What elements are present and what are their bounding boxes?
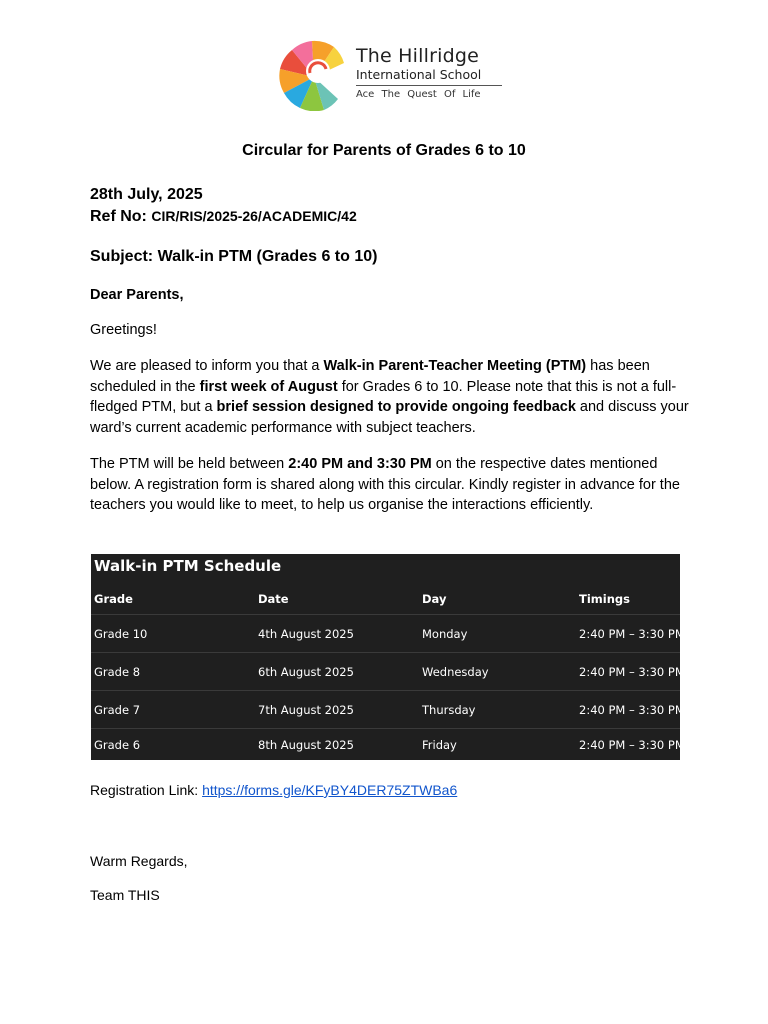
logo-divider <box>356 85 502 86</box>
circular-title: Circular for Parents of Grades 6 to 10 <box>242 142 526 159</box>
cell-date: 6th August 2025 <box>258 665 354 679</box>
text-segment: has been scheduled in the <box>90 358 650 395</box>
column-header: Date <box>258 592 289 606</box>
school-logo-icon <box>276 37 350 111</box>
text-segment: We are pleased to inform you that a <box>90 358 324 374</box>
greeting: Greetings! <box>90 322 157 338</box>
cell-date: 7th August 2025 <box>258 703 354 717</box>
ref-value: CIR/RIS/2025-26/ACADEMIC/42 <box>151 208 357 224</box>
registration-line <box>90 781 690 799</box>
cell-grade: Grade 10 <box>94 627 148 641</box>
cell-day: Wednesday <box>422 665 489 679</box>
cell-day: Thursday <box>422 703 476 717</box>
cell-day: Friday <box>422 738 457 752</box>
cell-day: Monday <box>422 627 468 641</box>
table-row <box>91 728 685 761</box>
reference-number <box>90 206 690 227</box>
cell-timings: 2:40 PM – 3:30 PM <box>579 665 685 679</box>
subject-line: Subject: Walk-in PTM (Grades 6 to 10) <box>90 248 378 265</box>
registration-link[interactable]: https://forms.gle/KFyBY4DER75ZTWBa6 <box>202 782 458 798</box>
school-logo <box>276 37 516 113</box>
signature-team: Team THIS <box>90 887 160 903</box>
schedule-title: Walk-in PTM Schedule <box>94 557 282 575</box>
cell-grade: Grade 7 <box>94 703 141 717</box>
text-segment: for Grades 6 to 10. Please note that this is not a full-fledged PTM, but a <box>90 378 677 415</box>
cell-timings: 2:40 PM – 3:30 PM <box>579 738 685 752</box>
circular-date: 28th July, 2025 <box>90 186 203 203</box>
cell-grade: Grade 6 <box>94 738 141 752</box>
registration-label: Registration Link: <box>90 782 203 798</box>
school-tagline: Ace The Quest Of Life <box>356 89 481 100</box>
text-segment: on the respective dates mentioned below. A registration form is shared along with this circular. Kindly register in advance for the teachers you would like to meet, to help us organise the interactions efficiently. <box>90 456 680 513</box>
column-header: Grade <box>94 592 133 606</box>
table-row <box>91 652 685 691</box>
logo-text <box>356 45 502 101</box>
cell-date: 4th August 2025 <box>258 627 354 641</box>
closing-regards: Warm Regards, <box>90 853 188 869</box>
school-name: The Hillridge <box>356 45 480 67</box>
cell-timings: 2:40 PM – 3:30 PM <box>579 627 685 641</box>
bold-segment: first week of August <box>199 378 338 395</box>
cell-timings: 2:40 PM – 3:30 PM <box>579 703 685 717</box>
column-header: Timings <box>579 592 630 606</box>
ptm-schedule-table <box>91 554 685 760</box>
table-header-row <box>91 584 680 614</box>
table-row <box>91 614 685 653</box>
text-segment: and discuss your ward’s current academic performance with subject teachers. <box>90 399 689 436</box>
bold-segment: 2:40 PM and 3:30 PM <box>288 456 432 472</box>
intro-paragraph <box>90 356 690 438</box>
bold-segment: brief session designed to provide ongoing feedback <box>216 399 576 415</box>
school-subname: International School <box>356 67 482 82</box>
cell-grade: Grade 8 <box>94 665 141 679</box>
timing-paragraph <box>90 454 690 516</box>
table-row <box>91 690 685 729</box>
column-header: Day <box>422 592 447 606</box>
bold-segment: Walk-in Parent-Teacher Meeting (PTM) <box>323 358 587 374</box>
salutation: Dear Parents, <box>90 287 184 303</box>
text-segment: The PTM will be held between <box>90 456 289 472</box>
ref-label: Ref No: <box>90 208 152 225</box>
cell-date: 8th August 2025 <box>258 738 354 752</box>
